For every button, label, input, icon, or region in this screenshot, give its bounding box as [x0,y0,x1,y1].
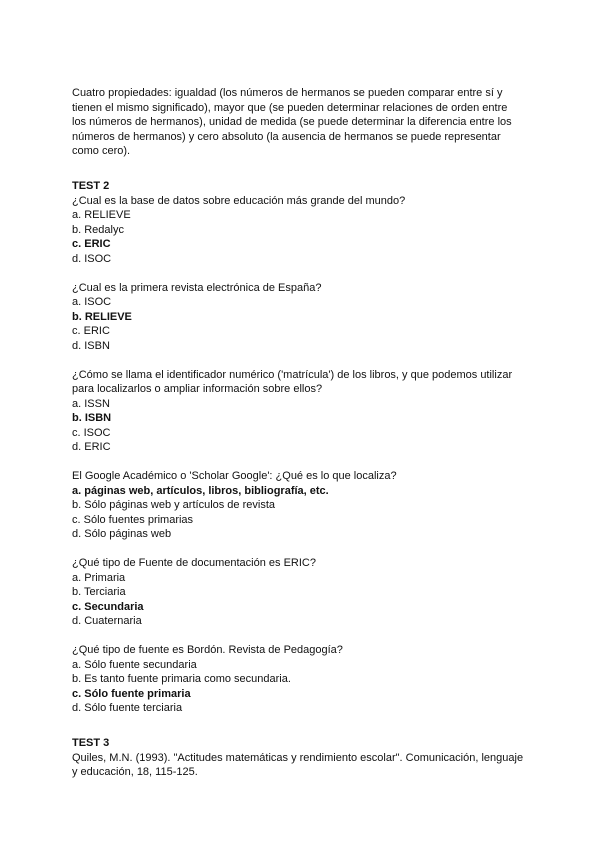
intro-line: Cuatro propiedades: igualdad (los números de hermanos se pueden comparar entre sí y [72,87,503,99]
answer-option: d. Sólo fuente terciaria [72,702,183,715]
correct-answer-option: c. ERIC [72,238,111,251]
question-1 [72,194,532,267]
answer-option: a. ISSN [72,397,110,410]
question-2 [72,281,532,354]
question-text: para localizarlos o ampliar información sobre ellos? [72,383,323,396]
intro-paragraph [72,86,532,159]
question-text: El Google Académico o 'Scholar Google': ¿Qué es lo que localiza? [72,470,397,483]
document-content [72,86,532,780]
answer-option: a. Sólo fuente secundaria [72,658,197,671]
answer-option: c. ISOC [72,426,111,439]
answer-option: a. ISOC [72,296,112,309]
correct-answer-option: c. Sólo fuente primaria [72,687,191,700]
test-3-heading: TEST 3 [72,736,110,749]
intro-line: los números de hermanos), unidad de medida (se puede determinar la diferencia entre los [72,116,512,129]
question-text: ¿Qué tipo de fuente es Bordón. Revista de Pedagogía? [72,644,343,656]
answer-option: d. ISBN [72,339,110,352]
answer-option: d. ISOC [72,252,112,265]
question-4 [72,469,532,542]
question-3 [72,368,532,456]
answer-option: d. ERIC [72,441,111,454]
question-text: ¿Qué tipo de Fuente de documentación es ERIC? [72,557,316,570]
question-text: ¿Cual es la primera revista electrónica de España? [72,281,322,294]
answer-option: a. RELIEVE [72,209,131,222]
answer-option: a. Primaria [72,571,126,584]
answer-option: d. Cuaternaria [72,615,142,628]
answer-option: b. Terciaria [72,586,126,599]
correct-answer-option: a. páginas web, artículos, libros, bibliografía, etc. [72,484,329,497]
question-text: ¿Cual es la base de datos sobre educación más grande del mundo? [72,194,406,207]
question-text: ¿Cómo se llama el identificador numérico ('matrícula') de los libros, y que podemos utilizar [72,368,513,381]
correct-answer-option: b. ISBN [72,412,112,425]
answer-option: c. ERIC [72,325,110,338]
question-6 [72,643,532,716]
reference-line: Quiles, M.N. (1993). "Actitudes matemáticas y rendimiento escolar". Comunicación, lenguaje [72,751,524,764]
answer-option: b. Redalyc [72,223,124,236]
answer-option: c. Sólo fuentes primarias [72,513,194,526]
question-5 [72,556,532,629]
answer-option: b. Es tanto fuente primaria como secundaria. [72,673,291,686]
answer-option: b. Sólo páginas web y artículos de revista [72,499,276,512]
correct-answer-option: c. Secundaria [72,600,144,613]
test-2-heading: TEST 2 [72,179,110,192]
intro-line: números de hermanos) y cero absoluto (la ausencia de hermanos se puede representar [72,130,501,143]
correct-answer-option: b. RELIEVE [72,310,132,323]
answer-option: d. Sólo páginas web [72,528,172,541]
reference-line: y educación, 18, 115-125. [72,766,198,779]
intro-line: como cero). [72,145,131,158]
intro-line: tienen el mismo significado), mayor que (se pueden determinar relaciones de orden entre [72,101,508,114]
